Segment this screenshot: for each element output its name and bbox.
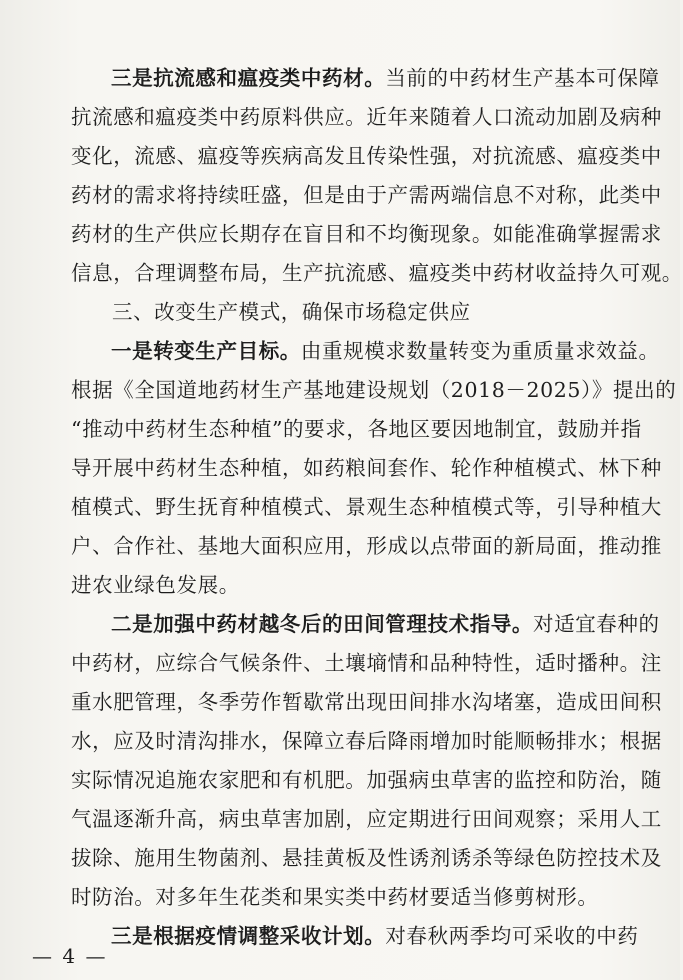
paragraph-line: 变化，流感、瘟疫等疾病高发且传染性强，对抗流感、瘟疫类中: [71, 144, 662, 168]
paragraph-line: 水，应及时清沟排水，保障立春后降雨增加时能顺畅排水；根据: [71, 729, 662, 753]
paragraph-text: 对春秋两季均可采收的中药: [385, 924, 639, 948]
paragraph-line: [71, 916, 639, 956]
paragraph-lead: 三是抗流感和瘟疫类中药材。: [111, 66, 386, 90]
paragraph-line: 实际情况追施农家肥和有机肥。加强病虫草害的监控和防治，随: [71, 768, 662, 792]
paragraph-line: 进农业绿色发展。: [71, 573, 240, 597]
paragraph-text: 当前的中药材生产基本可保障: [385, 66, 660, 90]
paragraph-line: 气温逐渐升高，病虫草害加剧，应定期进行田间观察；采用人工: [71, 807, 662, 831]
paragraph-line: 药材的需求将持续旺盛，但是由于产需两端信息不对称，此类中: [71, 183, 662, 207]
paragraph-line: 拔除、施用生物菌剂、悬挂黄板及性诱剂诱杀等绿色防控技术及: [71, 846, 662, 870]
paragraph-lead: 一是转变生产目标。: [111, 339, 301, 363]
paragraph-lead: 三是根据疫情调整采收计划。: [111, 924, 386, 948]
paragraph-line: 时防治。对多年生花类和果实类中药材要适当修剪树形。: [71, 885, 599, 909]
paragraph-line: [71, 604, 660, 644]
paragraph-text: 对适宜春种的: [533, 612, 660, 636]
paragraph-line: 户、合作社、基地大面积应用，形成以点带面的新局面，推动推: [71, 534, 662, 558]
paragraph-lead: 二是加强中药材越冬后的田间管理技术指导。: [111, 612, 533, 636]
paragraph-line: [71, 331, 660, 371]
paragraph-line: 信息，合理调整布局，生产抗流感、瘟疫类中药材收益持久可观。: [71, 261, 683, 285]
paragraph-text: 由重规模求数量转变为重质量求效益。: [300, 339, 660, 363]
paragraph-line: “推动中药材生态种植”的要求，各地区要因地制宜，鼓励并指: [71, 417, 642, 441]
paragraph-line: 中药材，应综合气候条件、土壤墒情和品种特性，适时播种。注: [71, 651, 662, 675]
paragraph-line: [71, 58, 660, 98]
paragraph-line: 植模式、野生抚育种植模式、景观生态种植模式等，引导种植大: [71, 495, 662, 519]
paragraph-line: 药材的生产供应长期存在盲目和不均衡现象。如能准确掌握需求: [71, 222, 662, 246]
paragraph-line: 抗流感和瘟疫类中药原料供应。近年来随着人口流动加剧及病种: [71, 105, 662, 129]
section-heading: 三、改变生产模式，确保市场稳定供应: [112, 300, 471, 324]
paragraph-line: 根据《全国道地药材生产基地建设规划（2018－2025）》提出的: [71, 378, 677, 402]
page-number: — 4 —: [32, 944, 108, 968]
paragraph-line: 导开展中药材生态种植，如药粮间套作、轮作种植模式、林下种: [71, 456, 662, 480]
paragraph-line: 重水肥管理，冬季劳作暂歇常出现田间排水沟堵塞，造成田间积: [71, 690, 662, 714]
